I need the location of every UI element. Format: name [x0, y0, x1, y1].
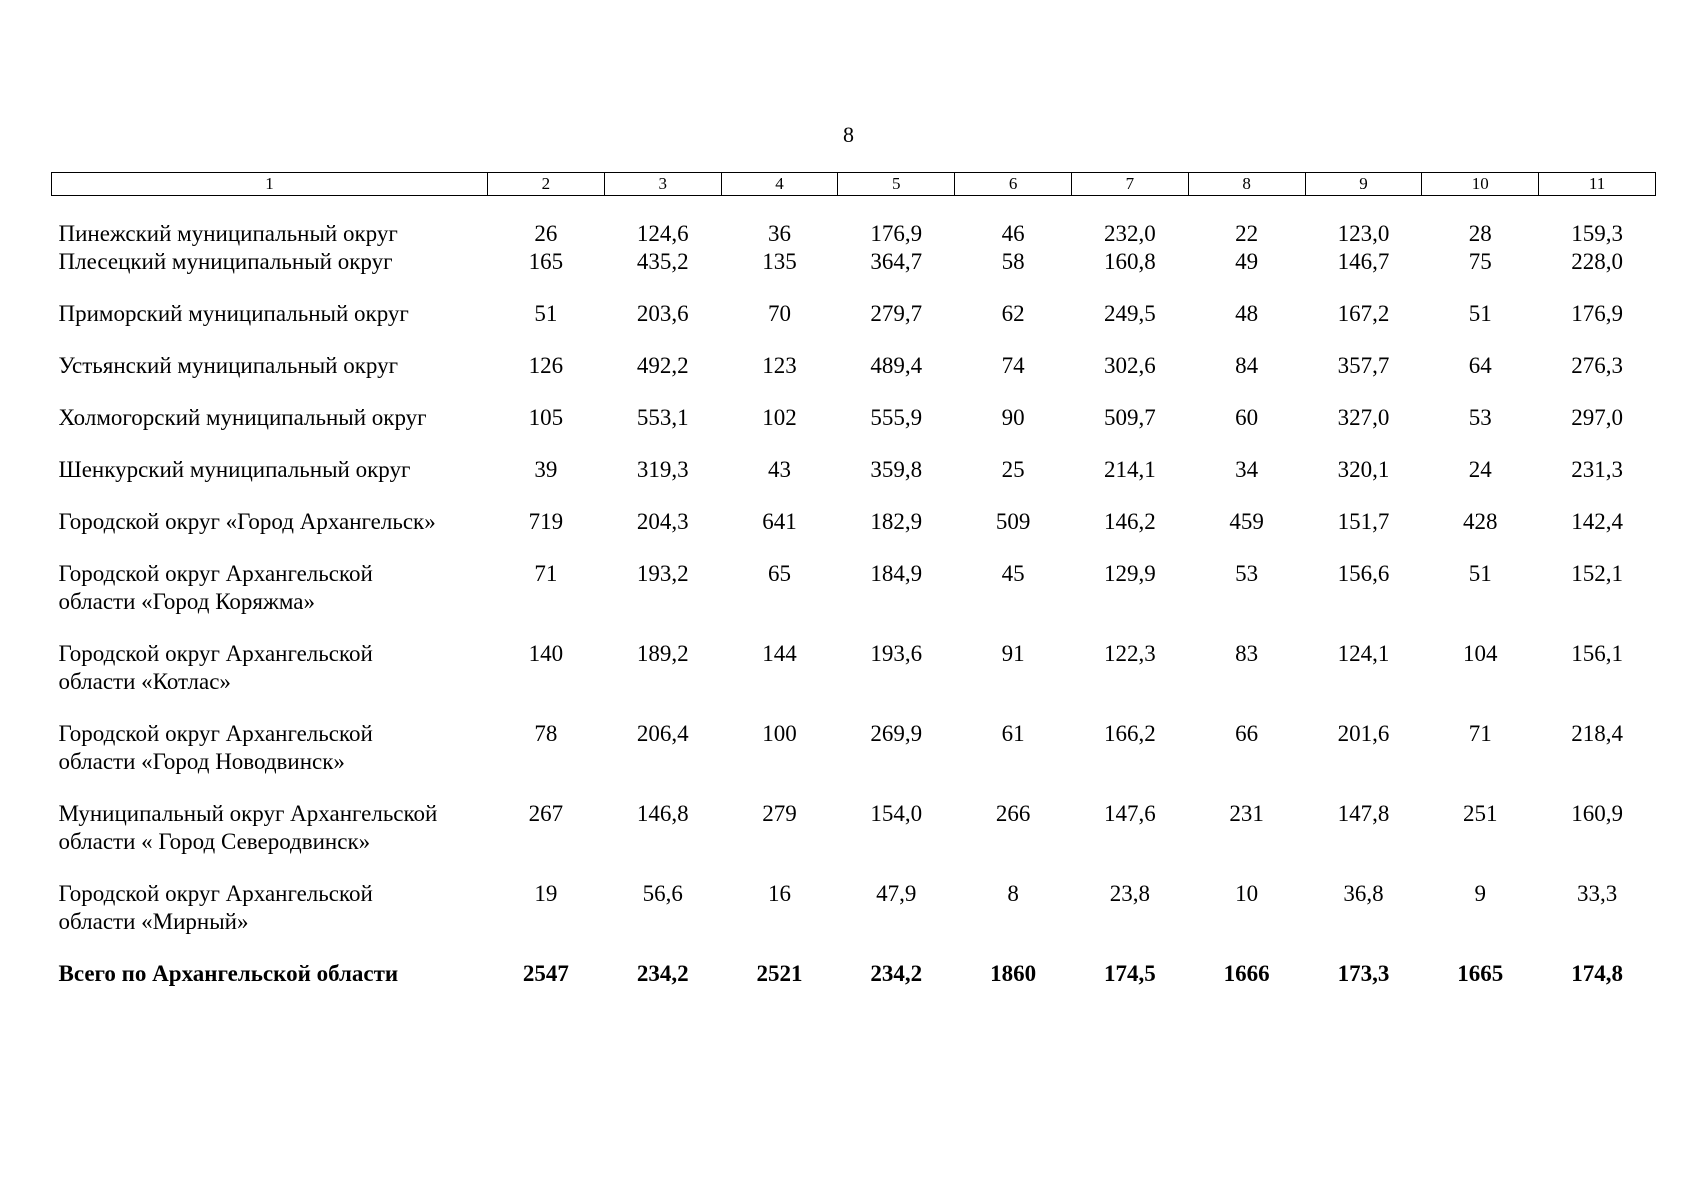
- value-cell: 51: [1468, 561, 1492, 586]
- value-cell: 74: [1001, 353, 1025, 378]
- municipality-name: области «Город Коряжма»: [58, 589, 315, 614]
- statistics-table: [51, 172, 1656, 1012]
- value-cell: 90: [1001, 405, 1025, 430]
- value-cell: 146,2: [1104, 509, 1156, 534]
- total-value-cell: 1860: [990, 961, 1037, 986]
- value-cell: 100: [762, 721, 797, 746]
- value-cell: 641: [762, 509, 797, 534]
- column-number: 5: [838, 173, 955, 196]
- municipality-name: Устьянский муниципальный округ: [58, 353, 399, 378]
- value-cell: 319,3: [636, 457, 689, 482]
- value-cell: 214,1: [1104, 457, 1156, 482]
- page-number: 8: [843, 122, 854, 147]
- value-cell: 509,7: [1104, 405, 1156, 430]
- value-cell: 156,1: [1571, 641, 1623, 666]
- value-cell: 269,9: [870, 721, 923, 746]
- value-cell: 276,3: [1571, 353, 1623, 378]
- total-value-cell: 173,3: [1337, 961, 1390, 986]
- value-cell: 75: [1468, 249, 1492, 274]
- value-cell: 78: [534, 721, 558, 746]
- value-cell: 206,4: [636, 721, 689, 746]
- table-row: [52, 508, 1656, 560]
- value-cell: 176,9: [870, 221, 923, 246]
- value-cell: 142,4: [1571, 509, 1623, 534]
- value-cell: 62: [1001, 301, 1025, 326]
- value-cell: 159,3: [1571, 221, 1623, 246]
- value-cell: 126: [528, 353, 564, 378]
- value-cell: 509: [995, 509, 1031, 534]
- value-cell: 123: [762, 353, 797, 378]
- value-cell: 279: [762, 801, 797, 826]
- column-number: 1: [52, 173, 488, 196]
- municipality-name-cell: [52, 456, 488, 508]
- value-cell: 61: [1001, 721, 1025, 746]
- municipality-name: Городской округ Архангельской: [58, 561, 373, 586]
- value-cell: 146,8: [636, 801, 689, 826]
- value-cell: 56,6: [642, 881, 683, 906]
- value-cell: 189,2: [636, 641, 689, 666]
- value-cell: 166,2: [1104, 721, 1156, 746]
- value-cell: 47,9: [876, 881, 917, 906]
- total-value-cell: 2521: [756, 961, 803, 986]
- value-cell: 719: [528, 509, 564, 534]
- value-cell: 182,9: [870, 509, 923, 534]
- value-cell: 51: [534, 301, 558, 326]
- municipality-name: Городской округ Архангельской: [58, 641, 373, 666]
- municipality-name: Городской округ Архангельской: [58, 721, 373, 746]
- value-cell: 36,8: [1343, 881, 1384, 906]
- value-cell: 160,9: [1571, 801, 1623, 826]
- value-cell: 203,6: [636, 301, 689, 326]
- total-value-cell: 234,2: [636, 961, 689, 986]
- column-number: 11: [1539, 173, 1656, 196]
- value-cell: 357,7: [1337, 353, 1390, 378]
- value-cell: 23,8: [1109, 881, 1150, 906]
- value-cell: 193,6: [870, 641, 923, 666]
- municipality-name: области « Город Северодвинск»: [58, 829, 371, 854]
- value-cell: 193,2: [636, 561, 689, 586]
- total-value-cell: 1666: [1223, 961, 1270, 986]
- value-cell: 70: [767, 301, 791, 326]
- value-cell: 364,7: [870, 249, 923, 274]
- total-value-cell: 1665: [1457, 961, 1504, 986]
- municipality-name: области «Мирный»: [58, 909, 249, 934]
- value-cell: 232,0: [1104, 221, 1156, 246]
- value-cell: 58: [1001, 249, 1025, 274]
- municipality-name-cell: [52, 404, 488, 456]
- value-cell: 91: [1001, 641, 1025, 666]
- value-cell: 320,1: [1337, 457, 1390, 482]
- value-cell: 45: [1001, 561, 1025, 586]
- value-cell: 184,9: [870, 561, 923, 586]
- municipality-name: Приморский муниципальный округ: [58, 301, 409, 326]
- column-number: 9: [1305, 173, 1422, 196]
- value-cell: 49: [1235, 249, 1259, 274]
- municipality-name: Плесецкий муниципальный округ: [58, 249, 393, 274]
- value-cell: 492,2: [636, 353, 689, 378]
- value-cell: 43: [767, 457, 791, 482]
- value-cell: 65: [767, 561, 791, 586]
- value-cell: 135: [762, 249, 797, 274]
- column-number: 4: [721, 173, 838, 196]
- table-row: [52, 196, 1656, 249]
- total-row: [52, 960, 1656, 1012]
- statistics-table-container: [51, 172, 1655, 1012]
- value-cell: 71: [1468, 721, 1492, 746]
- value-cell: 36: [767, 221, 791, 246]
- value-cell: 167,2: [1337, 301, 1390, 326]
- value-cell: 46: [1001, 221, 1025, 246]
- value-cell: 146,7: [1337, 249, 1390, 274]
- table-row: [52, 352, 1656, 404]
- municipality-name-cell: [52, 800, 488, 880]
- municipality-name-cell: [52, 352, 488, 404]
- column-number: 7: [1071, 173, 1188, 196]
- municipality-name-cell: [52, 640, 488, 720]
- total-value-cell: 174,8: [1571, 961, 1623, 986]
- value-cell: 25: [1001, 457, 1025, 482]
- value-cell: 104: [1463, 641, 1498, 666]
- value-cell: 156,6: [1337, 561, 1390, 586]
- value-cell: 147,6: [1104, 801, 1156, 826]
- value-cell: 24: [1468, 457, 1492, 482]
- value-cell: 16: [767, 881, 791, 906]
- value-cell: 249,5: [1104, 301, 1156, 326]
- value-cell: 105: [528, 405, 564, 430]
- value-cell: 160,8: [1104, 249, 1156, 274]
- municipality-name-cell: [52, 560, 488, 640]
- value-cell: 228,0: [1571, 249, 1623, 274]
- value-cell: 53: [1468, 405, 1492, 430]
- table-row: [52, 456, 1656, 508]
- value-cell: 124,6: [636, 221, 689, 246]
- total-value-cell: 234,2: [870, 961, 923, 986]
- value-cell: 84: [1235, 353, 1259, 378]
- municipality-name: области «Котлас»: [58, 669, 231, 694]
- column-number: 6: [955, 173, 1072, 196]
- value-cell: 33,3: [1576, 881, 1618, 906]
- value-cell: 489,4: [870, 353, 923, 378]
- value-cell: 279,7: [870, 301, 923, 326]
- value-cell: 60: [1235, 405, 1259, 430]
- municipality-name-cell: [52, 196, 488, 249]
- value-cell: 204,3: [636, 509, 689, 534]
- value-cell: 144: [762, 641, 797, 666]
- total-value-cell: 174,5: [1104, 961, 1156, 986]
- value-cell: 231,3: [1571, 457, 1623, 482]
- municipality-name: области «Город Новодвинск»: [58, 749, 345, 774]
- municipality-name-cell: [52, 300, 488, 352]
- value-cell: 428: [1463, 509, 1498, 534]
- value-cell: 9: [1474, 881, 1487, 906]
- value-cell: 71: [534, 561, 558, 586]
- value-cell: 147,8: [1337, 801, 1390, 826]
- value-cell: 48: [1235, 301, 1259, 326]
- municipality-name: Холмогорский муниципальный округ: [58, 405, 427, 430]
- value-cell: 359,8: [870, 457, 923, 482]
- table-row: [52, 300, 1656, 352]
- value-cell: 154,0: [870, 801, 923, 826]
- column-number-row: [52, 173, 1656, 196]
- value-cell: 151,7: [1337, 509, 1390, 534]
- municipality-name: Пинежский муниципальный округ: [58, 221, 398, 246]
- table-row: [52, 560, 1656, 640]
- value-cell: 201,6: [1337, 721, 1390, 746]
- table-header: [52, 173, 1656, 196]
- value-cell: 152,1: [1571, 561, 1623, 586]
- column-number: 10: [1422, 173, 1539, 196]
- value-cell: 267: [528, 801, 564, 826]
- table-row: [52, 640, 1656, 720]
- value-cell: 102: [762, 405, 797, 430]
- value-cell: 266: [995, 801, 1031, 826]
- municipality-name: Муниципальный округ Архангельской: [58, 801, 438, 826]
- column-number: 2: [488, 173, 605, 196]
- municipality-name-cell: [52, 508, 488, 560]
- value-cell: 302,6: [1104, 353, 1156, 378]
- value-cell: 83: [1235, 641, 1259, 666]
- value-cell: 64: [1468, 353, 1492, 378]
- total-label: Всего по Архангельской области: [58, 961, 399, 986]
- total-value-cell: 2547: [522, 961, 569, 986]
- value-cell: 28: [1468, 221, 1492, 246]
- value-cell: 53: [1235, 561, 1259, 586]
- municipality-name: Городской округ «Город Архангельск»: [58, 509, 436, 534]
- value-cell: 19: [534, 881, 558, 906]
- value-cell: 459: [1229, 509, 1264, 534]
- value-cell: 122,3: [1104, 641, 1156, 666]
- value-cell: 124,1: [1337, 641, 1390, 666]
- municipality-name-cell: [52, 720, 488, 800]
- table-row: [52, 404, 1656, 456]
- column-number: 8: [1188, 173, 1305, 196]
- value-cell: 251: [1463, 801, 1498, 826]
- value-cell: 327,0: [1337, 405, 1390, 430]
- table-body: [52, 196, 1656, 1013]
- value-cell: 165: [528, 249, 564, 274]
- table-row: [52, 720, 1656, 800]
- value-cell: 51: [1468, 301, 1492, 326]
- value-cell: 22: [1235, 221, 1259, 246]
- value-cell: 26: [534, 221, 558, 246]
- table-row: [52, 800, 1656, 880]
- value-cell: 555,9: [870, 405, 923, 430]
- value-cell: 66: [1235, 721, 1259, 746]
- value-cell: 553,1: [636, 405, 689, 430]
- value-cell: 123,0: [1337, 221, 1390, 246]
- value-cell: 8: [1007, 881, 1019, 906]
- municipality-name: Шенкурский муниципальный округ: [58, 457, 411, 482]
- municipality-name-cell: [52, 248, 488, 300]
- value-cell: 297,0: [1571, 405, 1623, 430]
- table-row: [52, 880, 1656, 960]
- value-cell: 140: [528, 641, 564, 666]
- value-cell: 129,9: [1104, 561, 1156, 586]
- value-cell: 231: [1229, 801, 1264, 826]
- column-number: 3: [604, 173, 721, 196]
- municipality-name-cell: [52, 880, 488, 960]
- value-cell: 34: [1235, 457, 1259, 482]
- value-cell: 435,2: [636, 249, 689, 274]
- value-cell: 176,9: [1571, 301, 1623, 326]
- value-cell: 218,4: [1571, 721, 1623, 746]
- table-row: [52, 248, 1656, 300]
- value-cell: 39: [534, 457, 558, 482]
- municipality-name: Городской округ Архангельской: [58, 881, 373, 906]
- value-cell: 10: [1235, 881, 1259, 906]
